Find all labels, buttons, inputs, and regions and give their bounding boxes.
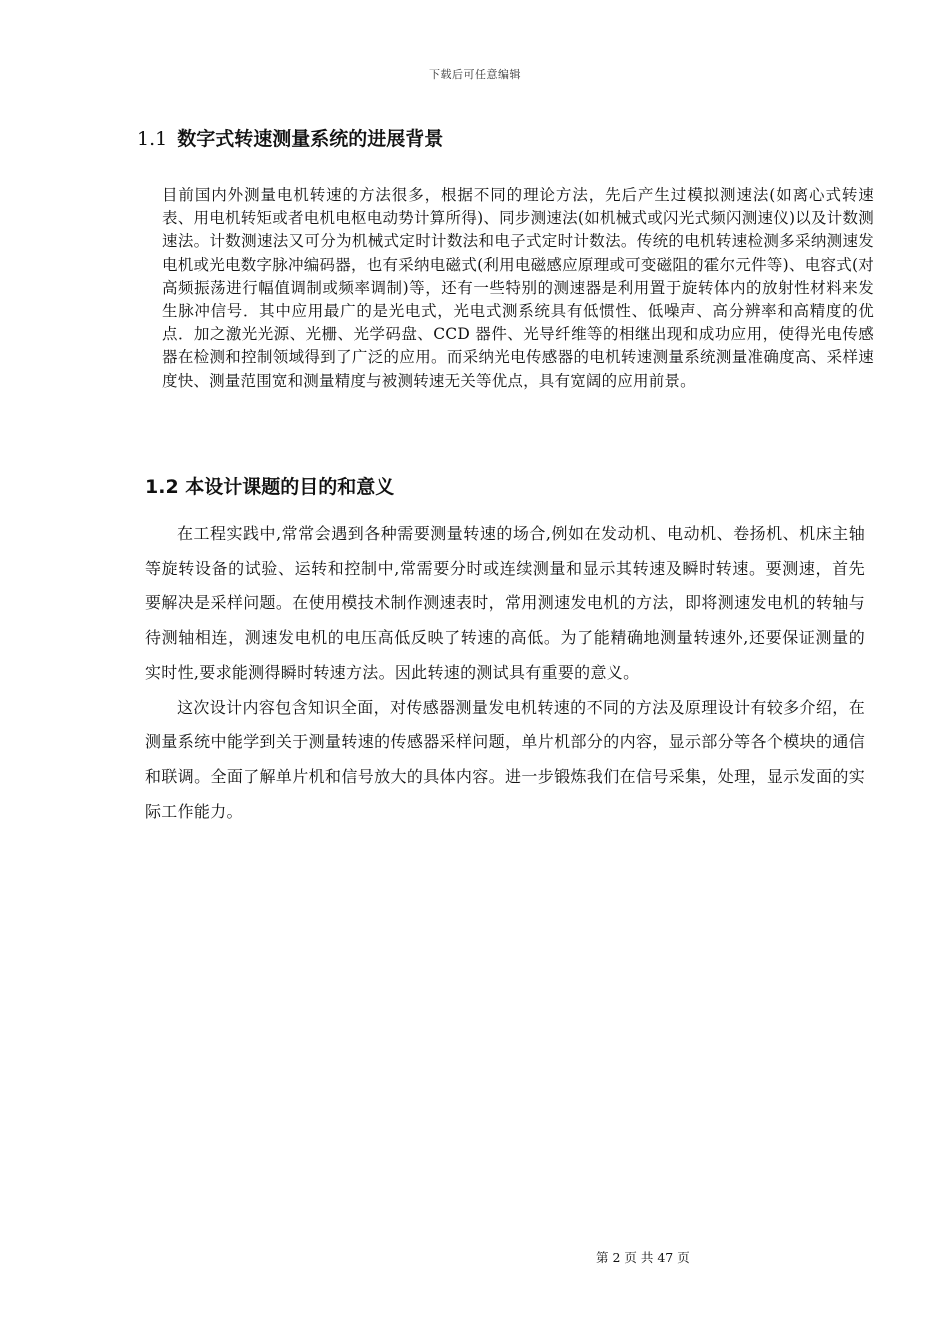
section-2-heading: 1.2 本设计课题的目的和意义	[145, 476, 395, 498]
section-2-paragraph-1: 在工程实践中,常常会遇到各种需要测量转速的场合,例如在发动机、电动机、卷扬机、机床主轴等旋转设备的试验、运转和控制中,常需要分时或连续测量和显示其转速及瞬时转速。要测速，首先要解决是采样问题。在使用模技术制作测速表时，常用测速发电机的方法，即将测速发电机的转轴与待测轴相连，测速发电机的电压高低反映了转速的高低。为了能精确地测量转速外,还要保证测量的实时性,要求能测得瞬时转速方法。因此转速的测试具有重要的意义。	[145, 524, 865, 682]
section-2-body	[145, 517, 865, 829]
section-2-paragraph-2: 这次设计内容包含知识全面，对传感器测量发电机转速的不同的方法及原理设计有较多介绍，在测量系统中能学到关于测量转速的传感器采样问题，单片机部分的内容，显示部分等各个模块的通信和联调。全面了解单片机和信号放大的具体内容。进一步锻炼我们在信号采集，处理，显示发面的实际工作能力。	[145, 697, 865, 821]
section-1-number: 1.1	[137, 128, 168, 150]
page-number: 第 2 页 共 47 页	[596, 1250, 690, 1265]
section-1-heading	[137, 124, 443, 151]
page-header: 下载后可任意编辑	[429, 68, 521, 81]
section-1-paragraph: 目前国内外测量电机转速的方法很多，根据不同的理论方法，先后产生过模拟测速法(如离心式转速表、用电机转矩或者电机电枢电动势计算所得)、同步测速法(如机械式或闪光式频闪测速仪)以及计数测速法。计数测速法又可分为机械式定时计数法和电子式定时计数法。传统的电机转速检测多采纳测速发电机或光电数字脉冲编码器，也有采纳电磁式(利用电磁感应原理或可变磁阻的霍尔元件等)、电容式(对高频振荡进行幅值调制或频率调制)等，还有一些特别的测速器是利用置于旋转体内的放射性材料来发生脉冲信号．其中应用最广的是光电式，光电式测系统具有低惯性、低噪声、高分辨率和高精度的优点．加之激光光源、光栅、光学码盘、CCD 器件、光导纤维等的相继出现和成功应用，使得光电传感器在检测和控制领域得到了广泛的应用。而采纳光电传感器的电机转速测量系统测量准确度高、采样速度快、测量范围宽和测量精度与被测转速无关等优点，具有宽阔的应用前景。	[162, 186, 874, 390]
section-1-title: 数字式转速测量系统的进展背景	[177, 128, 444, 150]
